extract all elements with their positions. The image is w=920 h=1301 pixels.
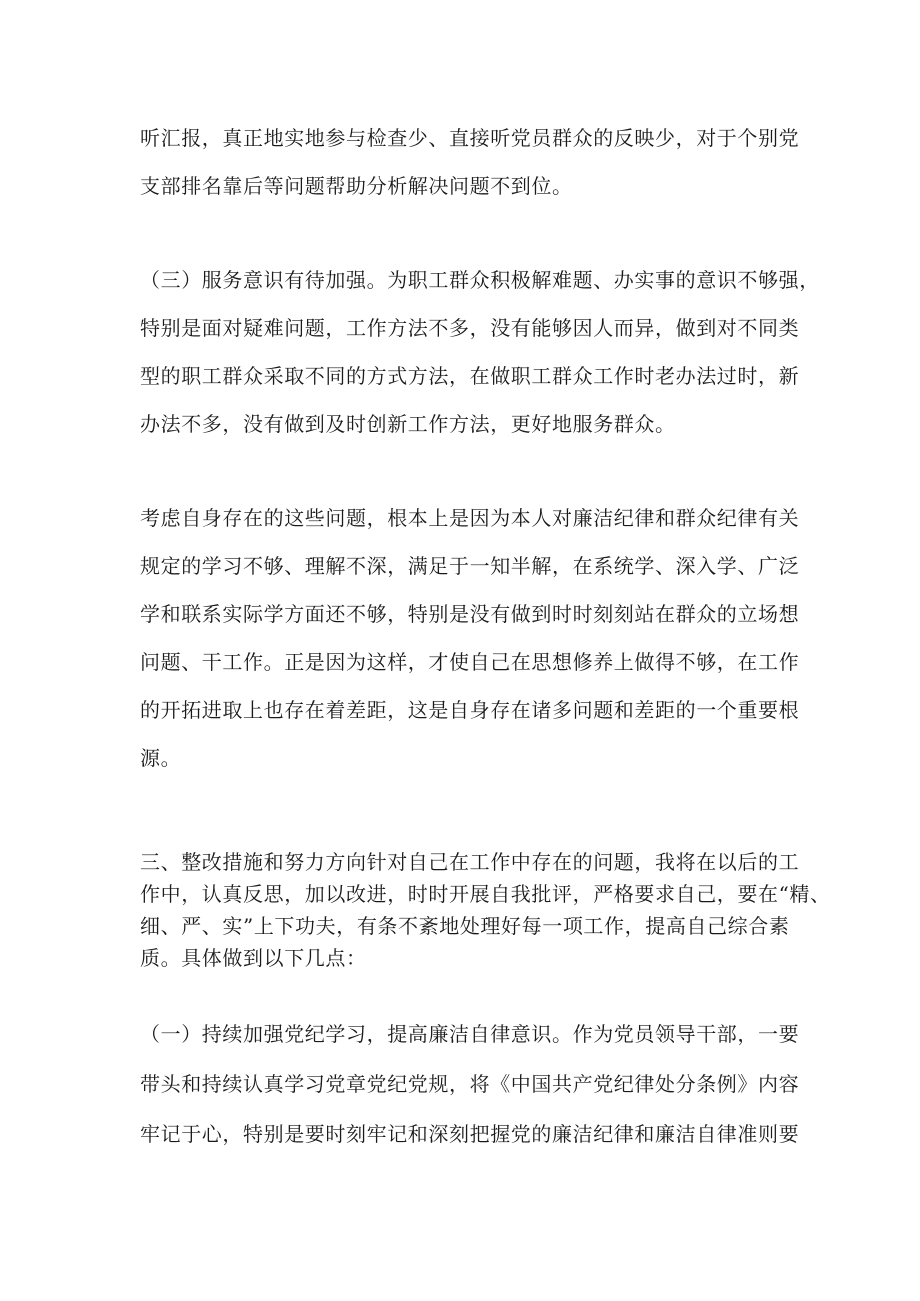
paragraph-3-line-1: 考虑自身存在的这些问题，根本上是因为本人对廉洁纪律和群众纪律有关 bbox=[140, 506, 800, 530]
paragraph-2-line-3: 型的职工群众采取不同的方式方法，在做职工群众工作时老办法过时，新 bbox=[140, 364, 800, 388]
paragraph-2-line-4: 办法不多，没有做到及时创新工作方法，更好地服务群众。 bbox=[140, 412, 676, 436]
paragraph-2-line-1: （三）服务意识有待加强。为职工群众积极解难题、办实事的意识不够强， bbox=[140, 268, 820, 292]
paragraph-3-line-3: 学和联系实际学方面还不够，特别是没有做到时时刻刻站在群众的立场想 bbox=[140, 602, 800, 626]
paragraph-1-line-1: 听汇报，真正地实地参与检查少、直接听党员群众的反映少，对于个别党 bbox=[140, 126, 800, 150]
paragraph-2-line-2: 特别是面对疑难问题，工作方法不多，没有能够因人而异，做到对不同类 bbox=[140, 316, 800, 340]
paragraph-1-line-2: 支部排名靠后等问题帮助分析解决问题不到位。 bbox=[140, 174, 573, 198]
paragraph-4-line-3: 细、严、实”上下功夫，有条不紊地处理好每一项工作，提高自己综合素 bbox=[140, 914, 790, 938]
paragraph-5-line-2: 带头和持续认真学习党章党纪党规，将《中国共产党纪律处分条例》内容 bbox=[140, 1072, 800, 1096]
paragraph-3-line-5: 的开拓进取上也存在着差距，这是自身存在诸多问题和差距的一个重要根 bbox=[140, 698, 800, 722]
paragraph-4-line-1: 三、整改措施和努力方向针对自己在工作中存在的问题，我将在以后的工 bbox=[140, 850, 800, 874]
paragraph-5-line-1: （一）持续加强党纪学习，提高廉洁自律意识。作为党员领导干部，一要 bbox=[140, 1022, 800, 1046]
paragraph-3-line-6: 源。 bbox=[140, 746, 182, 770]
paragraph-3-line-2: 规定的学习不够、理解不深，满足于一知半解，在系统学、深入学、广泛 bbox=[140, 554, 800, 578]
paragraph-3-line-4: 问题、干工作。正是因为这样，才使自己在思想修养上做得不够，在工作 bbox=[140, 650, 800, 674]
paragraph-4-line-4: 质。具体做到以下几点： bbox=[140, 946, 367, 970]
paragraph-5-line-3: 牢记于心，特别是要时刻牢记和深刻把握党的廉洁纪律和廉洁自律准则要 bbox=[140, 1122, 800, 1146]
paragraph-4-line-2: 作中，认真反思，加以改进，时时开展自我批评，严格要求自己，要在“精、 bbox=[140, 882, 831, 906]
